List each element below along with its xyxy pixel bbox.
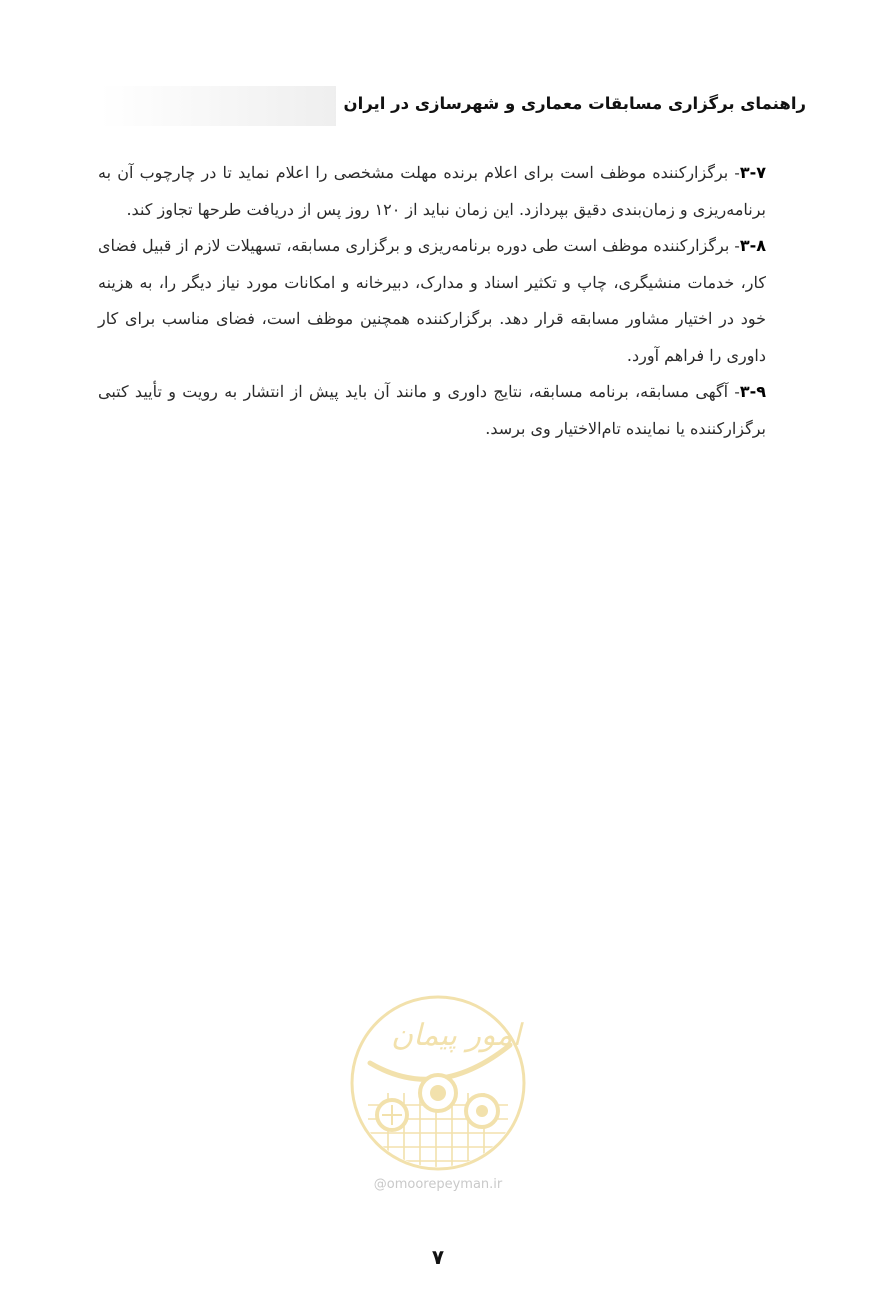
paragraph-number: ۳-۷ [739, 163, 766, 182]
paragraph-text: - آگهی مسابقه، برنامه مسابقه، نتایج داوری و مانند آن باید پیش از انتشار به رویت و تأیید کتبی برگزارکننده یا نماینده تام‌الاختیار وی برسد. [98, 382, 766, 438]
page-header [100, 86, 806, 126]
watermark-logo-text: امور پیمان [391, 1018, 521, 1053]
paragraph-3-7 [98, 155, 766, 228]
header-decoration [100, 86, 336, 126]
paragraph-text: - برگزارکننده موظف است برای اعلام برنده مهلت مشخصی را اعلام نماید تا در چارچوب آن به برنامه‌ریزی و زمان‌بندی دقیق بپردازد. این زمان نباید از ۱۲۰ روز پس از دریافت طرحها تجاوز کند. [98, 163, 766, 219]
watermark-url: @omoorepeyman.ir [373, 1177, 503, 1192]
paragraph-number: ۳-۹ [739, 382, 766, 401]
page-title: راهنمای برگزاری مسابقات معماری و شهرسازی در ایران [343, 94, 806, 113]
watermark-logo [348, 993, 528, 1173]
paragraph-3-9 [98, 374, 766, 447]
paragraph-number: ۳-۸ [739, 236, 766, 255]
paragraph-3-8 [98, 228, 766, 374]
watermark-seal-icon [348, 993, 528, 1173]
page-number: ۷ [431, 1245, 445, 1269]
document-body [98, 155, 766, 447]
paragraph-text: - برگزارکننده موظف است طی دوره برنامه‌ریزی و برگزاری مسابقه، تسهیلات لازم از قبیل فضای کار، خدمات منشیگری، چاپ و تکثیر اسناد و مدارک، دبیرخانه و امکانات مورد نیاز دیگر را، به هزینه خود در اختیار مشاور مسابقه قرار دهد. برگزارکننده همچنین موظف است، فضای مناسب برای کار داوری را فراهم آورد. [98, 236, 767, 365]
